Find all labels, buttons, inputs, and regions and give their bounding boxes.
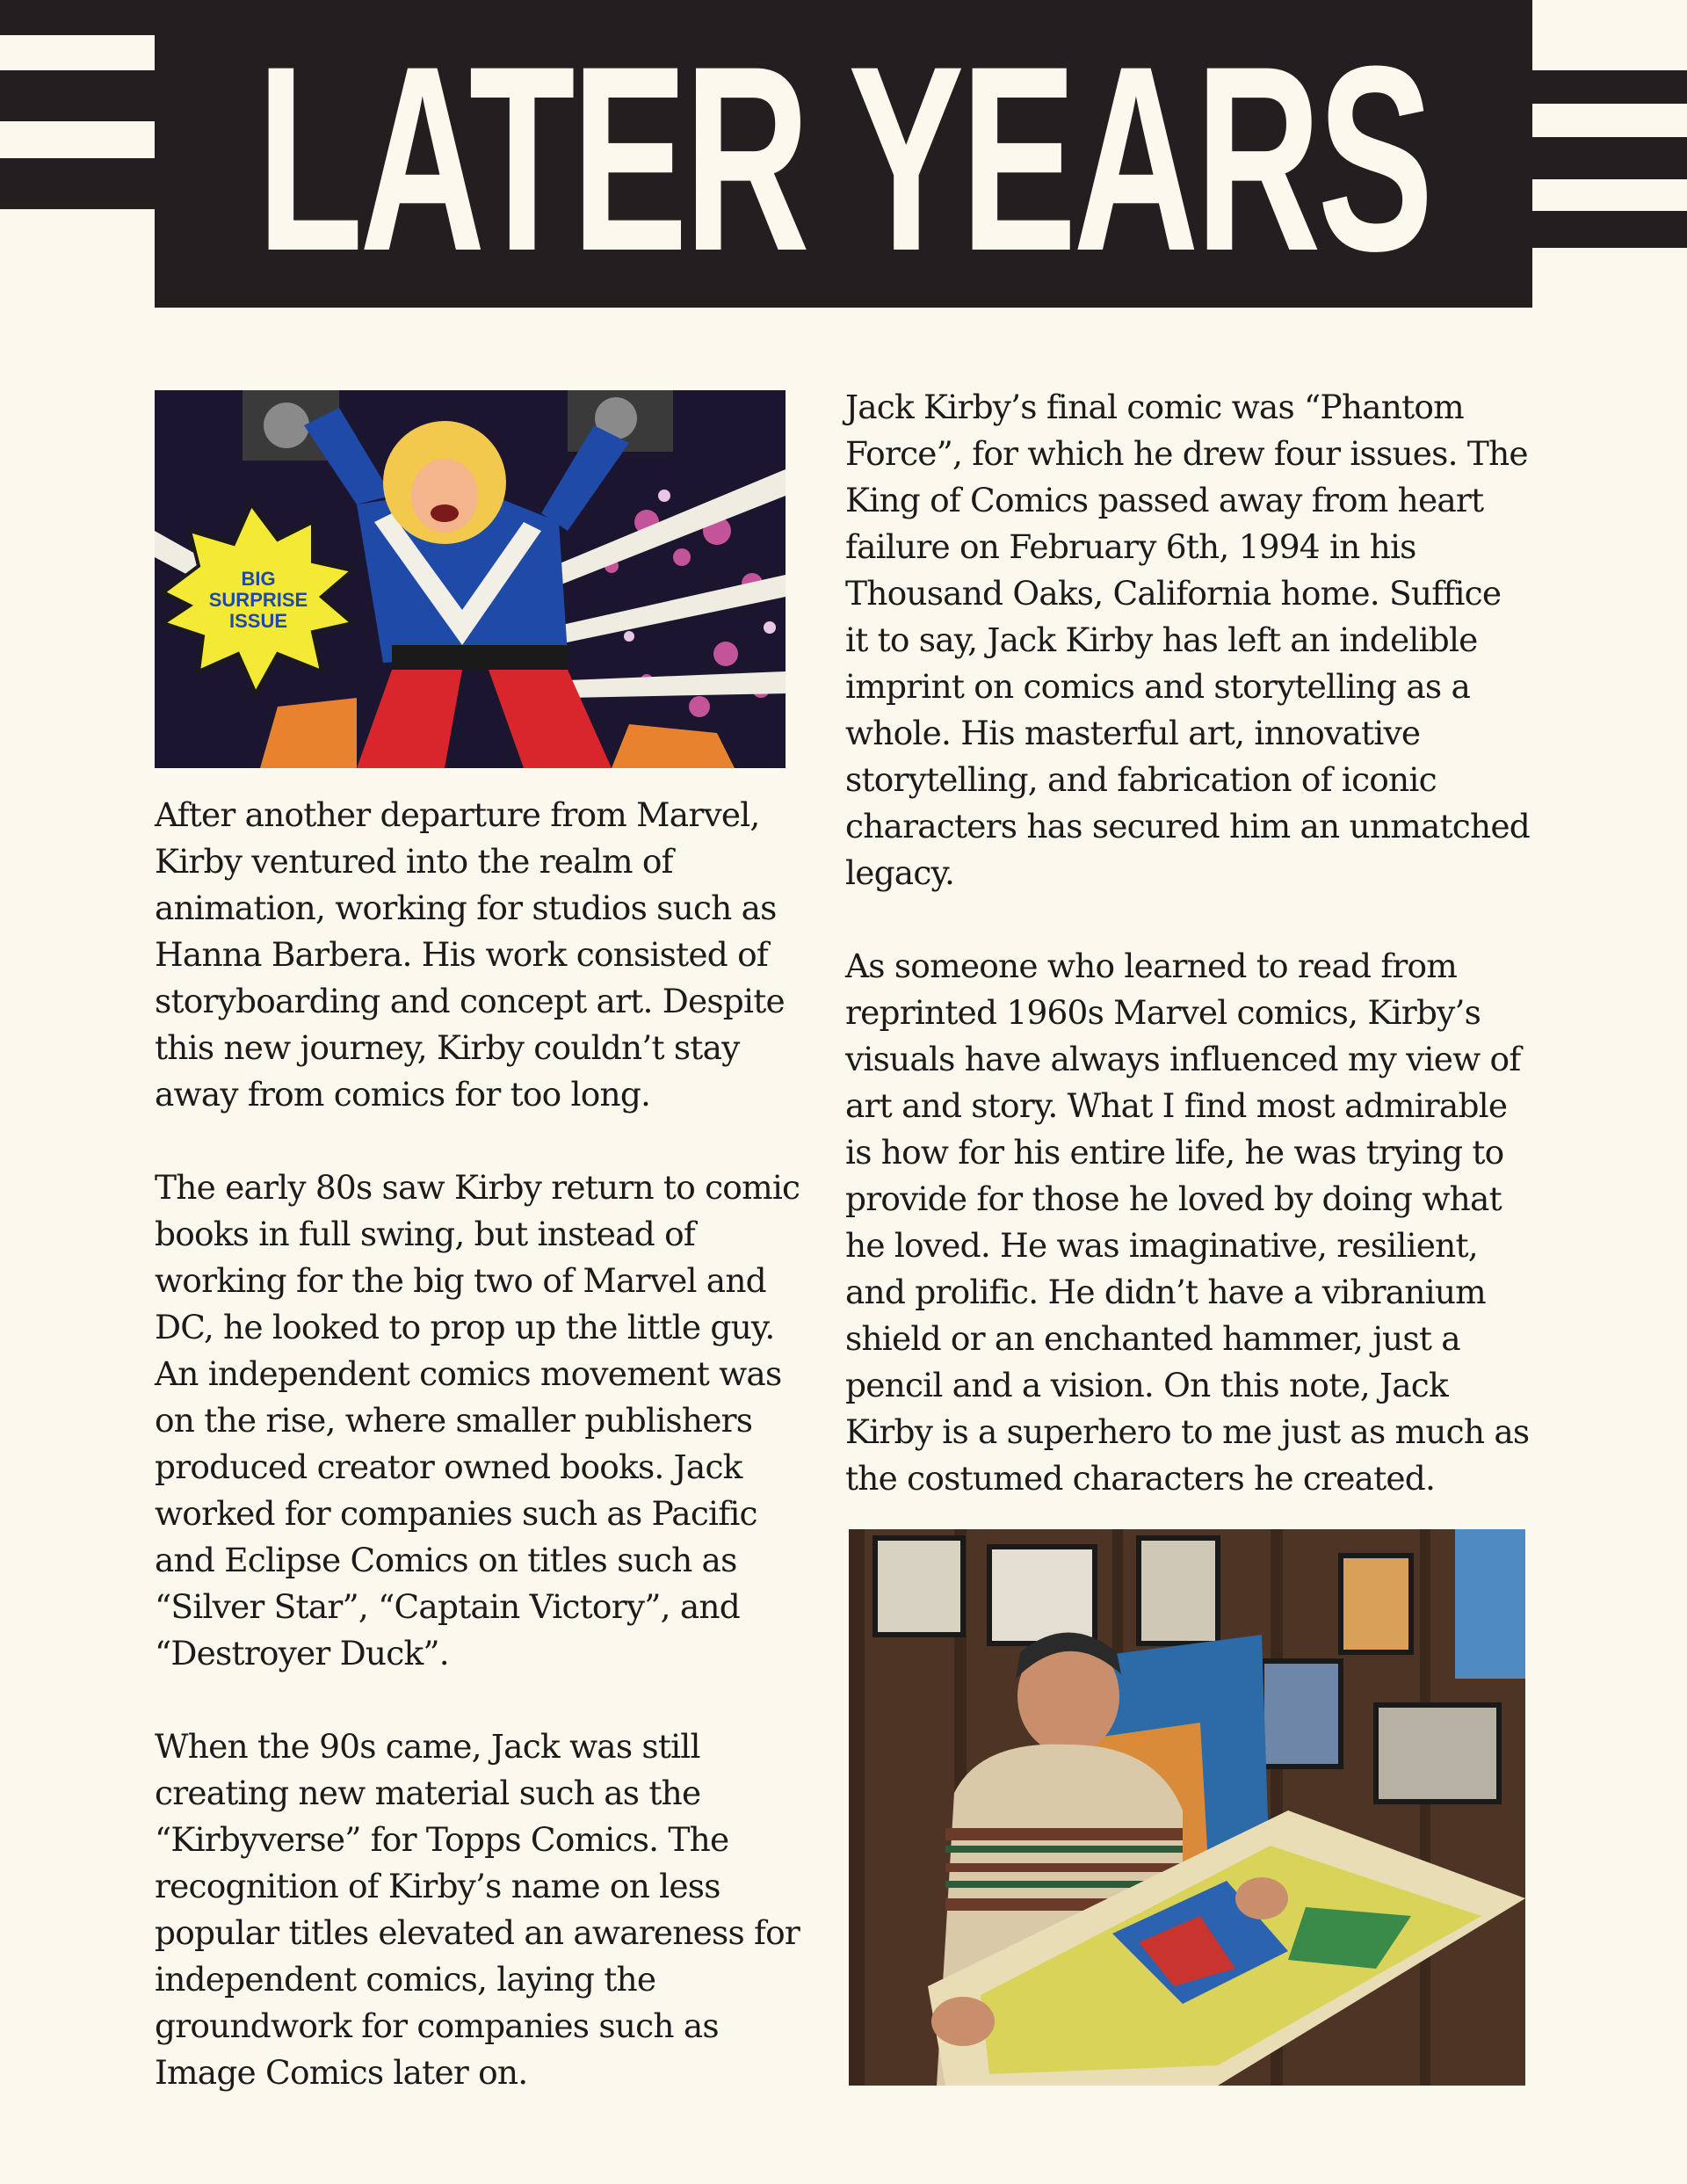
body-paragraph: Jack Kirby’s final comic was “Phantom Force”, for which he drew four issues. The King of Comics passed away from heart failure on February 6th, 1994 in his Thousand Oaks, California home. Suffice it to say, Jack Kirby has left an indelible imprint on comics and storytelling as a whole. His masterful art, innovative storytelling, and fabrication of iconic characters has secured him an unmatched legacy.: [845, 388, 1530, 892]
photo-illustration: [849, 1529, 1525, 2086]
decor-stripe: [0, 0, 155, 35]
left-text-column: [155, 792, 805, 2096]
decor-stripe: [0, 70, 155, 121]
comic-illustration: [155, 390, 786, 768]
page-title: LATER YEARS: [257, 11, 1430, 306]
decor-stripe: [1532, 211, 1687, 248]
body-paragraph: As someone who learned to read from reprinted 1960s Marvel comics, Kirby’s visuals have always influenced my view of art and story. What I find most admirable is how for his entire life, he was trying to provide for those he loved by doing what he loved. He was imaginative, resilient, and prolific. He didn’t have a vibranium shield or an enchanted hammer, just a pencil and a vision. On this note, Jack Kirby is a superhero to me just as much as the costumed characters he created.: [845, 947, 1530, 1498]
body-paragraph: When the 90s came, Jack was still creating new material such as the “Kirbyverse” for Topps Comics. The recognition of Kirby’s name on less popular titles elevated an awareness for independent comics, laying the groundwork for companies such as Image Comics later on.: [155, 1727, 800, 2092]
kirby-photo: [849, 1529, 1525, 2086]
burst-text-line: ISSUE: [228, 610, 288, 632]
burst-text-line: SURPRISE: [208, 589, 308, 611]
burst-text-line: BIG: [241, 568, 276, 590]
decor-stripe: [1532, 137, 1687, 179]
body-paragraph: After another departure from Marvel, Kirby ventured into the realm of animation, working for studios such as Hanna Barbera. His work consisted of storyboarding and concept art. Despite this new journey, Kirby couldn’t stay away from comics for too long.: [155, 795, 785, 1114]
right-text-column: [845, 384, 1531, 1502]
body-paragraph: The early 80s saw Kirby return to comic books in full swing, but instead of working for the big two of Marvel and DC, he looked to prop up the little guy. An independent comics movement was on the rise, where smaller publishers produced creator owned books. Jack worked for companies such as Pacific and Eclipse Comics on titles such as “Silver Star”, “Captain Victory”, and “Destroyer Duck”.: [155, 1168, 800, 1672]
decor-stripe: [0, 158, 155, 209]
comic-cover-image: [155, 390, 786, 768]
header-band: [0, 0, 1687, 308]
decor-stripe: [1532, 70, 1687, 104]
